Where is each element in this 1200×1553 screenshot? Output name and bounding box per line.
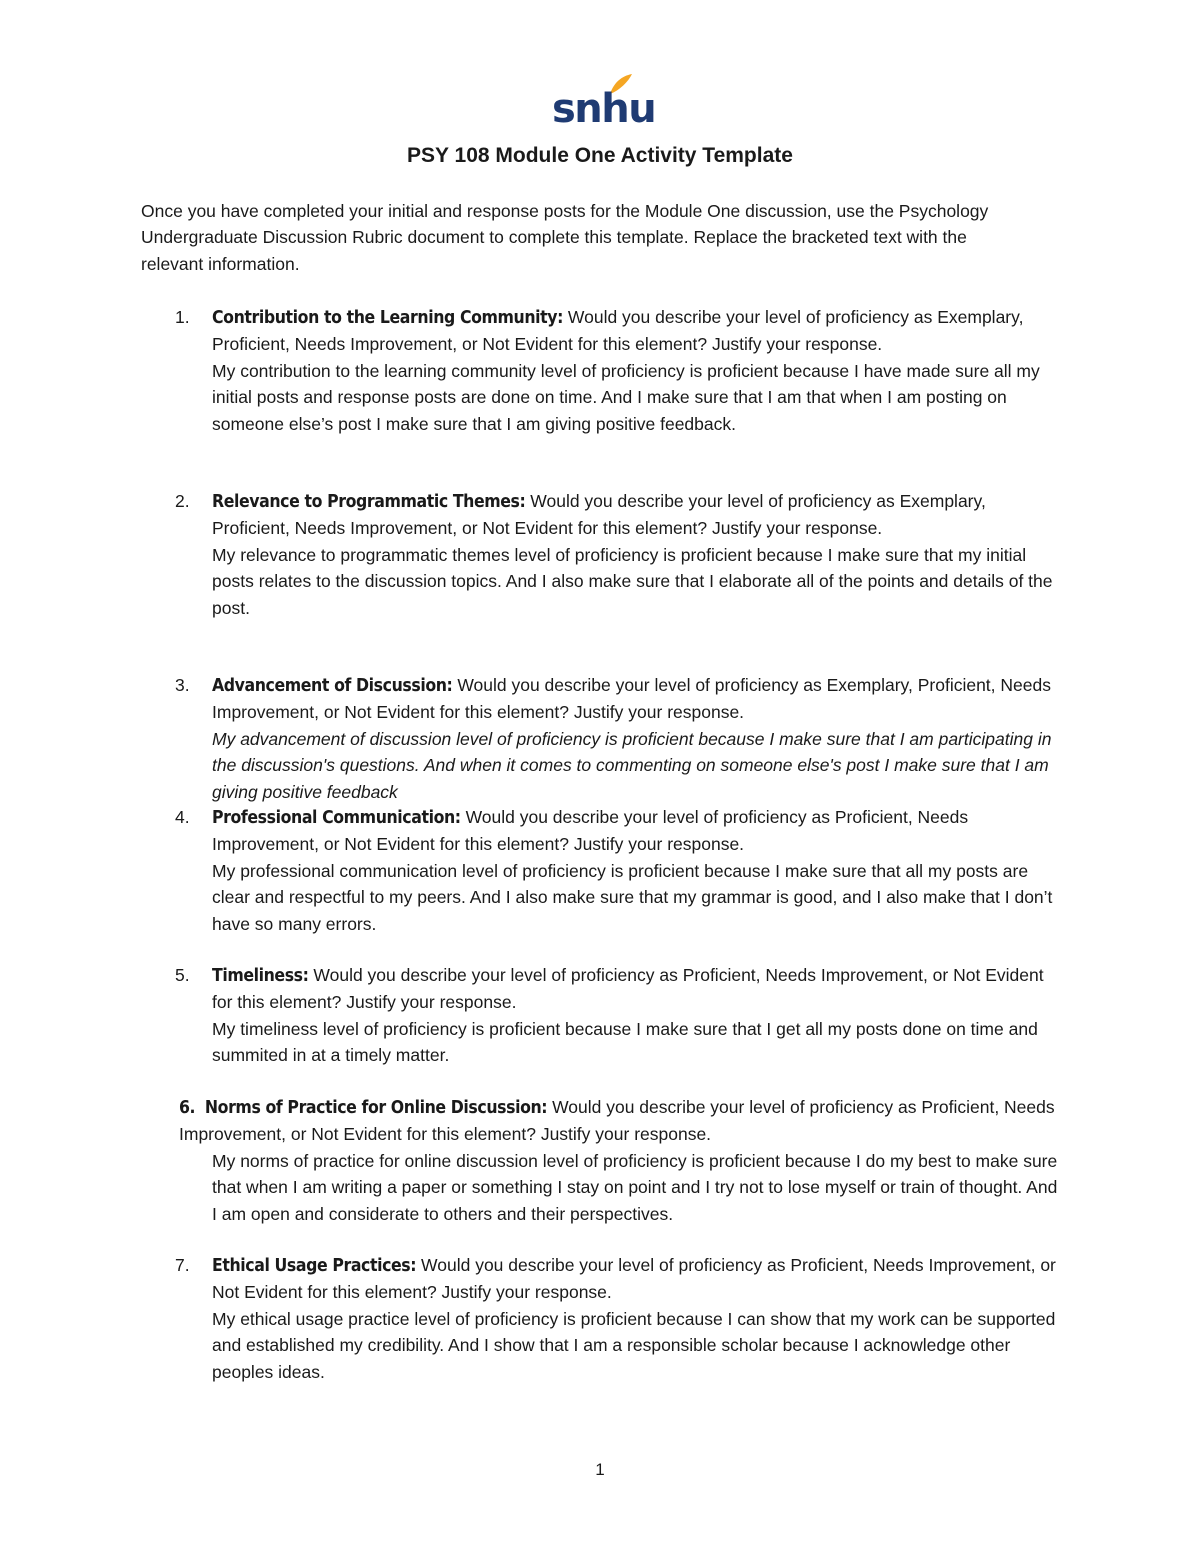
snhu-logo bbox=[552, 72, 656, 134]
item-number: 1. bbox=[175, 307, 190, 327]
item-question: Would you describe your level of proficiency as Exemplary, Proficient, Needs Improvement, or Not Evident for this element? Justify your response. bbox=[212, 675, 1051, 723]
item-answer: My advancement of discussion level of proficiency is proficient because I make sure that I am participating in the discussion's questions. And when it comes to commenting on someone else's post I make sure that I am giving positive feedback bbox=[212, 728, 1052, 802]
list-item-1 bbox=[141, 304, 1061, 437]
item-answer: My ethical usage practice level of proficiency is proficient because I can show that my work can be supported and established my credibility. And I show that I am a responsible scholar because I acknowledge other peoples ideas. bbox=[212, 1308, 1056, 1382]
item-number: 4. bbox=[175, 807, 190, 827]
item-answer: My timeliness level of proficiency is proficient because I make sure that I get all my posts done on time and summited in at a timely matter. bbox=[212, 1018, 1038, 1066]
item-number: 5. bbox=[175, 965, 190, 985]
item-question: Would you describe your level of proficiency as Proficient, Needs Improvement, or Not Evident for this element? Justify your response. bbox=[212, 1255, 1056, 1303]
item-label: Advancement of Discussion: bbox=[212, 676, 453, 696]
item-label: Contribution to the Learning Community: bbox=[212, 308, 564, 328]
item-question: Would you describe your level of proficiency as Proficient, Needs Improvement, or Not Evident for this element? Justify your response. bbox=[179, 1097, 1055, 1145]
page-title: PSY 108 Module One Activity Template bbox=[407, 144, 793, 167]
item-number: 2. bbox=[175, 491, 190, 511]
page-number: 1 bbox=[595, 1460, 605, 1479]
item-label: Norms of Practice for Online Discussion: bbox=[204, 1098, 548, 1118]
item-label: Ethical Usage Practices: bbox=[212, 1256, 417, 1276]
logo-text: snhu bbox=[552, 86, 656, 132]
item-label: Relevance to Programmatic Themes: bbox=[212, 492, 526, 512]
item-answer: My professional communication level of proficiency is proficient because I make sure that all my posts are clear and respectful to my peers. And I also make sure that my grammar is good, and I also make that I don’t have so many errors. bbox=[212, 860, 1053, 934]
list-item-4 bbox=[141, 804, 1061, 937]
item-number: 3. bbox=[175, 675, 190, 695]
list-item-5 bbox=[141, 962, 1061, 1069]
item-number: 6. bbox=[179, 1098, 196, 1118]
item-answer: My relevance to programmatic themes level of proficiency is proficient because I make sure that my initial posts relates to the discussion topics. And I also make sure that I elaborate all of the points and details of the post. bbox=[212, 544, 1053, 618]
item-label: Timeliness: bbox=[212, 966, 309, 986]
item-question: Would you describe your level of proficiency as Proficient, Needs Improvement, or Not Evident for this element? Justify your response. bbox=[212, 807, 969, 855]
intro-paragraph bbox=[141, 198, 1021, 277]
item-question: Would you describe your level of proficiency as Exemplary, Proficient, Needs Improvement, or Not Evident for this element? Justify your response. bbox=[212, 491, 986, 539]
list-item-2 bbox=[141, 488, 1061, 621]
item-question: Would you describe your level of proficiency as Proficient, Needs Improvement, or Not Evident for this element? Justify your response. bbox=[212, 965, 1044, 1013]
list-item-3 bbox=[141, 672, 1061, 805]
list-item-6 bbox=[141, 1094, 1061, 1227]
item-number: 7. bbox=[175, 1255, 190, 1275]
list-item-7 bbox=[141, 1252, 1061, 1385]
item-label: Professional Communication: bbox=[212, 808, 461, 828]
item-question: Would you describe your level of proficiency as Exemplary, Proficient, Needs Improvement, or Not Evident for this element? Justify your response. bbox=[212, 307, 1024, 355]
item-answer: My norms of practice for online discussion level of proficiency is proficient because I do my best to make sure that when I am writing a paper or something I stay on point and I try not to lose myself or train of thought. And I am open and considerate to others and their perspectives. bbox=[212, 1150, 1058, 1224]
intro-text: Once you have completed your initial and response posts for the Module One discussion, use the Psychology Undergraduate Discussion Rubric document to complete this template. Replace the bracketed text with the relevant information. bbox=[141, 201, 989, 274]
item-answer: My contribution to the learning community level of proficiency is proficient because I have made sure all my initial posts and response posts are done on time. And I make sure that I am that when I am posting on someone else’s post I make sure that I am giving positive feedback. bbox=[212, 360, 1040, 434]
